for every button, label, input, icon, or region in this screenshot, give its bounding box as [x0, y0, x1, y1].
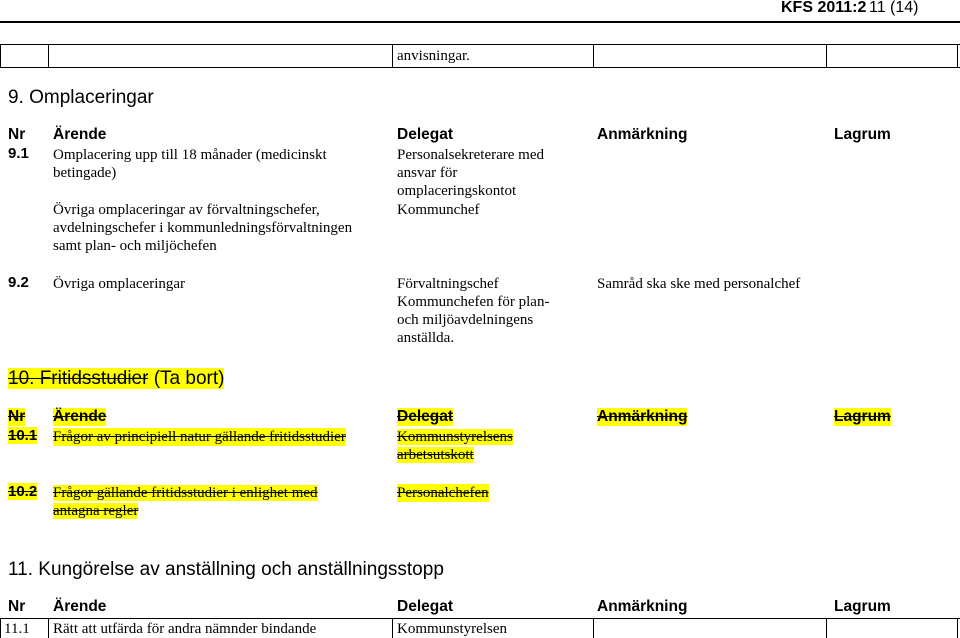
column-header-delegat: Delegat [397, 598, 453, 615]
column-header-anmarkning: Anmärkning [597, 126, 688, 143]
column-header-arende: Ärende [53, 126, 107, 143]
row-arende: Rätt att utfärda för andra nämnder bindande [53, 621, 317, 637]
row-delegat [397, 428, 513, 464]
table-col-divider [392, 618, 393, 638]
section-10-title-main: 10. Fritidsstudier [8, 368, 149, 389]
text-line: Omplacering upp till 18 månader (medicinskt [53, 147, 327, 163]
row-arende [53, 146, 327, 182]
section-9-title: 9. Omplaceringar [8, 87, 154, 108]
text-line: anställda. [397, 330, 455, 346]
row-delegat: Kommunstyrelsen [397, 621, 507, 637]
table-bottom-border [0, 67, 960, 68]
column-header-lagrum: Lagrum [834, 598, 891, 615]
column-header-arende: Ärende [53, 408, 107, 425]
table-col-divider [48, 44, 49, 68]
table-top-border [0, 618, 960, 619]
table-col-divider [593, 618, 594, 638]
row-number: 11.1 [4, 621, 30, 637]
row-delegat [397, 275, 549, 347]
table-col-divider [826, 618, 827, 638]
row-arende: Övriga omplaceringar [53, 276, 186, 292]
text-line: avdelningschefer i kommunledningsförvaltningen [53, 220, 353, 236]
text-line: samt plan- och miljöchefen [53, 238, 217, 254]
text-line: Personalsekreterare med [397, 147, 545, 163]
column-header-arende: Ärende [53, 598, 107, 615]
text-line: Övriga omplaceringar av förvaltningschefer, [53, 202, 320, 218]
row-delegat: Personalchefen [397, 485, 489, 501]
table-col-divider [48, 618, 49, 638]
text-line: Kommunstyrelsens [397, 429, 513, 445]
text-line: omplaceringskontot [397, 183, 517, 199]
section-10-title-suffix: (Ta bort) [148, 368, 225, 389]
row-anmarkning: Samråd ska ske med personalchef [597, 276, 801, 292]
row-number: 10.2 [8, 483, 38, 500]
column-header-anmarkning: Anmärkning [597, 408, 688, 425]
text-line: Frågor gällande fritidsstudier i enlighet med [53, 485, 318, 501]
row-number: 9.1 [8, 145, 29, 162]
text-line: ansvar för [397, 165, 458, 181]
row-arende-2 [53, 201, 352, 255]
text-line: Förvaltningschef [397, 276, 499, 292]
text-line: arbetsutskott [397, 447, 474, 463]
row-arende [53, 484, 318, 520]
column-header-anmarkning: Anmärkning [597, 598, 688, 615]
page-number: 11 (14) [869, 0, 919, 16]
column-header-nr: Nr [8, 126, 26, 143]
table-col-divider [957, 618, 958, 638]
column-header-delegat: Delegat [397, 126, 453, 143]
table-col-divider [0, 44, 1, 68]
table-col-divider [0, 618, 1, 638]
table-col-divider [826, 44, 827, 68]
table-top-border [0, 44, 960, 45]
text-line: Kommunchefen för plan- [397, 294, 550, 310]
column-header-lagrum: Lagrum [834, 126, 891, 143]
row-delegat-2: Kommunchef [397, 202, 480, 218]
column-header-nr: Nr [8, 408, 26, 425]
column-header-lagrum: Lagrum [834, 408, 891, 425]
column-header-nr: Nr [8, 598, 26, 615]
text-line: antagna regler [53, 503, 139, 519]
table-cell-text: anvisningar. [397, 48, 470, 64]
table-col-divider [392, 44, 393, 68]
section-10-title [8, 368, 224, 390]
row-number: 9.2 [8, 274, 29, 291]
row-arende: Frågor av principiell natur gällande fritidsstudier [53, 429, 346, 445]
table-col-divider [957, 44, 958, 68]
text-line: och miljöavdelningens [397, 312, 534, 328]
row-number: 10.1 [8, 427, 38, 444]
table-col-divider [593, 44, 594, 68]
column-header-delegat: Delegat [397, 408, 453, 425]
text-line: betingade) [53, 165, 117, 181]
document-id: KFS 2011:2 [781, 0, 867, 16]
section-11-title: 11. Kungörelse av anställning och anställningsstopp [8, 559, 444, 580]
header-rule [0, 21, 960, 23]
row-delegat [397, 146, 544, 200]
